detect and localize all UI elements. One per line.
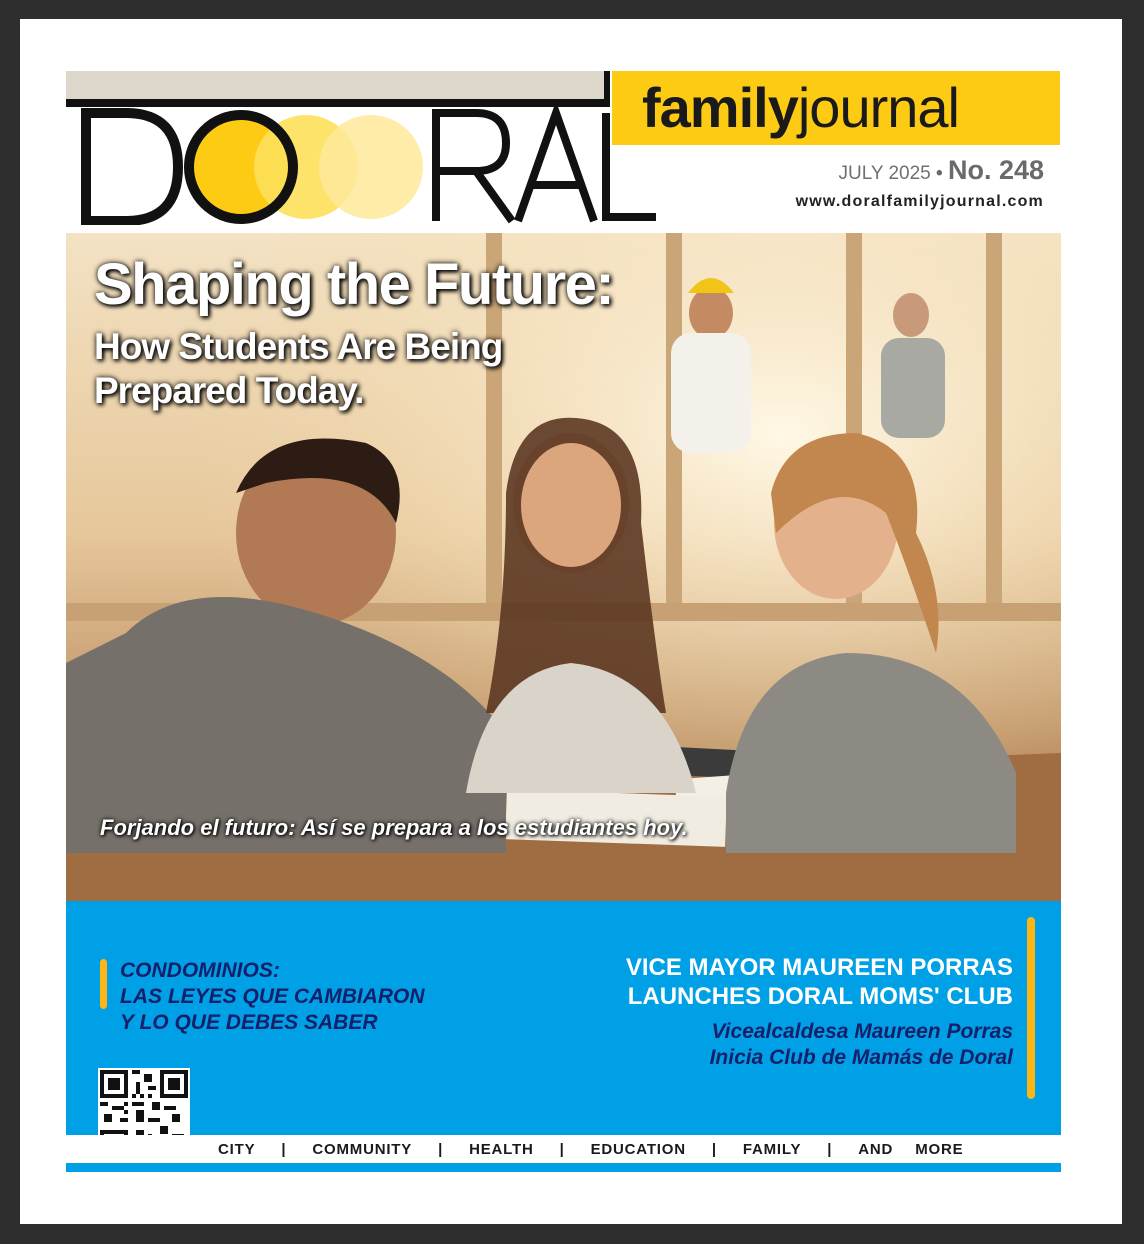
story-subtitle-line: Inicia Club de Mamás de Doral xyxy=(709,1046,1013,1069)
issue-info xyxy=(838,155,1044,186)
stories-band xyxy=(66,901,1061,1145)
vice-mayor-story-title[interactable] xyxy=(626,953,1013,1011)
nav-more[interactable]: MORE xyxy=(915,1141,964,1158)
vice-mayor-story-subtitle xyxy=(710,1019,1013,1071)
website-link[interactable]: www.doralfamilyjournal.com xyxy=(795,193,1044,210)
cover-headline: Shaping the Future: xyxy=(94,252,614,317)
nav-separator: | xyxy=(827,1141,833,1158)
nav-health[interactable]: HEALTH xyxy=(469,1141,534,1158)
right-accent-bar xyxy=(1027,917,1035,1099)
nav-and[interactable]: AND xyxy=(858,1141,894,1158)
nav-separator: | xyxy=(438,1141,444,1158)
story-line: CONDOMINIOS: xyxy=(120,959,280,982)
story-line: Y LO QUE DEBES SABER xyxy=(120,1011,378,1034)
nav-education[interactable]: EDUCATION xyxy=(590,1141,686,1158)
nav-city[interactable]: CITY xyxy=(218,1141,256,1158)
story-title-line: LAUNCHES DORAL MOMS' CLUB xyxy=(627,983,1013,1010)
story-title-line: VICE MAYOR MAUREEN PORRAS xyxy=(625,954,1013,981)
cover-caption: Forjando el futuro: Así se prepara a los estudiantes hoy. xyxy=(100,815,688,840)
issue-number: No. 248 xyxy=(947,155,1044,185)
nav-separator: | xyxy=(711,1141,717,1158)
nav-community[interactable]: COMMUNITY xyxy=(312,1141,413,1158)
logo-circles xyxy=(66,105,666,225)
story-line: LAS LEYES QUE CAMBIARON xyxy=(120,985,425,1008)
magazine-cover xyxy=(20,19,1122,1224)
subheadline-line: How Students Are Being xyxy=(94,326,503,367)
brand-name: familyjournal xyxy=(642,76,959,139)
cover-subheadline xyxy=(94,325,502,413)
left-accent-bar xyxy=(100,959,107,1009)
condominios-story[interactable] xyxy=(120,958,425,1036)
nav-family[interactable]: FAMILY xyxy=(742,1141,802,1158)
bottom-bar xyxy=(66,1163,1061,1172)
issue-date: JULY 2025 xyxy=(838,163,931,184)
subheadline-line: Prepared Today. xyxy=(94,370,364,411)
story-subtitle-line: Vicealcaldesa Maureen Porras xyxy=(711,1020,1013,1043)
nav-separator: | xyxy=(281,1141,287,1158)
section-nav-items xyxy=(218,1141,963,1158)
section-nav xyxy=(66,1135,1061,1163)
nav-separator: | xyxy=(559,1141,565,1158)
masthead-divider xyxy=(604,71,610,107)
issue-dot: • xyxy=(936,163,943,184)
cover-photo xyxy=(66,233,1061,901)
doral-logo xyxy=(66,105,666,225)
